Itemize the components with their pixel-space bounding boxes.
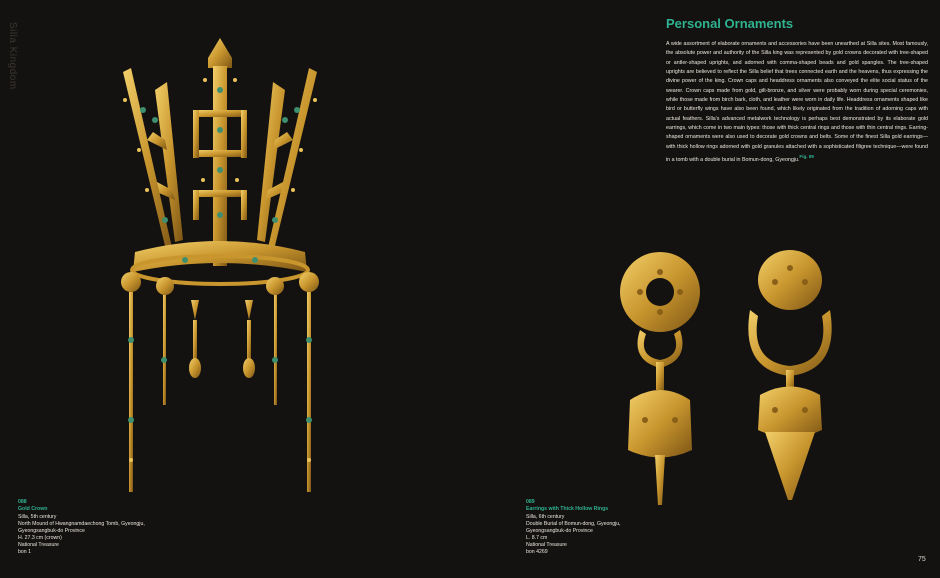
page-number: 75 bbox=[918, 556, 926, 563]
body-paragraph bbox=[666, 40, 928, 165]
figure-number: 088 bbox=[18, 499, 27, 505]
figure-caption-089 bbox=[526, 499, 716, 556]
section-title: Personal Ornaments bbox=[666, 16, 794, 31]
caption-line: Gyeongsangbuk-do Province bbox=[18, 528, 85, 534]
caption-line: Gyeongsangbuk-do Province bbox=[526, 528, 593, 534]
caption-line: Silla, 5th century bbox=[18, 514, 57, 520]
body-text-content: A wide assortment of elaborate ornaments and accessories have been unearthed at Silla sites. Most famously, the absolute power and authority of the Silla king was represented by gold crowns decorated with tree-shaped or antler-shaped uprights, and adorned with comma-shaped beads and gold spangles. The tree-shaped uprights are believed to reflect the Silla belief that trees connected earth and the heavens, thus expressing the divine power of the king. Crown caps and headdress ornaments also conveyed the elite social status of the wearer. Crown caps made from gold, gilt-bronze, and silver were probably worn during special ceremonies, while those made from birch bark, cloth, and leather were worn in daily life. Headdress ornaments shaped like bird or butterfly wings have also been found, which likely originated from the tradition of adorning caps with actual feathers. Silla's advanced metalwork technology is perhaps best demonstrated by its elaborate gold earrings, which come in two main types: those with thick central rings and those with thin central rings. Earring-shaped ornaments were also used to decorate gold crowns and belts. Some of the finest Silla gold earrings—with thick hollow rings adorned with gold granules attached with a sophisticated filigree technique—were found in a tomb with a double burial in Bomun-dong, Gyeongju. bbox=[666, 41, 928, 163]
figure-reference-link[interactable]: Fig. 89 bbox=[799, 154, 814, 160]
side-running-title: Silla Kingdom bbox=[7, 22, 18, 90]
figure-title: Gold Crown bbox=[18, 506, 48, 512]
caption-line: Double Burial of Bomun-dong, Gyeongju, bbox=[526, 521, 621, 527]
caption-line: H. 27.3 cm (crown) bbox=[18, 535, 62, 541]
caption-line: bon 4269 bbox=[526, 549, 548, 555]
figure-caption-088 bbox=[18, 499, 208, 556]
caption-line: National Treasure bbox=[526, 542, 567, 548]
gold-earrings-image bbox=[600, 250, 930, 510]
figure-title: Earrings with Thick Hollow Rings bbox=[526, 506, 609, 512]
caption-line: Silla, 6th century bbox=[526, 514, 565, 520]
caption-line: bon 1 bbox=[18, 549, 31, 555]
caption-line: North Mound of Hwangnamdaechong Tomb, Gyeongju, bbox=[18, 521, 145, 527]
caption-line: L. 8.7 cm bbox=[526, 535, 548, 541]
caption-line: National Treasure bbox=[18, 542, 59, 548]
figure-number: 089 bbox=[526, 499, 535, 505]
gold-crown-image bbox=[95, 20, 345, 510]
